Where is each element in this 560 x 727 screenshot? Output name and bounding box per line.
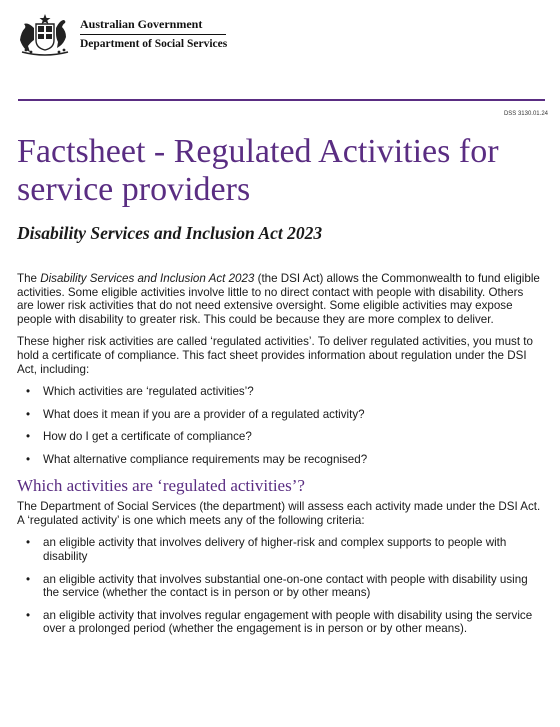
header-divider [80,34,226,35]
act-name-italic: Disability Services and Inclusion Act 2023 [40,272,255,285]
list-item: • Which activities are ‘regulated activities’? [17,385,542,399]
intro-paragraph-2: These higher risk activities are called ‘regulated activities’. To deliver regulated activities, you must to hold a certificate of compliance. This fact sheet provides information about regulation under the DSI Act, including: [17,335,533,376]
page-subtitle: Disability Services and Inclusion Act 2023 [17,223,323,243]
section-paragraph: The Department of Social Services (the department) will assess each activity made under the DSI Act. A ‘regulated activity’ is one which meets any of the following criteria: [17,500,541,527]
list-item: • an eligible activity that involves delivery of higher-risk and complex supports to people with disability [17,536,542,563]
list-item: • How do I get a certificate of compliance? [17,430,542,444]
document-code: DSS 3130.01.24 [503,111,548,117]
list-item: • What alternative compliance requirements may be recognised? [17,453,542,467]
list-item: • an eligible activity that involves regular engagement with people with disability using the service over a prolonged period (whether the engagement is in person or by other means). [17,609,542,636]
intro-paragraph-1: The Disability Services and Inclusion Act 2023 (the DSI Act) allows the Commonwealth to fund eligible activities. Some eligible activities involve little to no direct contact with people with disability. Others are lower risk activities that do not need extensive oversight. Some eligible activities may expose people with disability to greater risk. This could be because they are more complex to deliver. [17,272,540,326]
title-divider [18,99,545,101]
criteria-list [17,536,542,636]
page-title: Factsheet - Regulated Activities for service providers [17,133,499,208]
coat-of-arms-icon [14,10,76,58]
government-name: Australian Government [80,17,203,31]
header [14,10,227,58]
department-name: Department of Social Services [80,38,228,50]
list-item: • an eligible activity that involves substantial one-on-one contact with people with disability using the service (whether the contact is in person or by other means) [17,573,542,600]
document-body [17,272,542,645]
list-item: • What does it mean if you are a provider of a regulated activity? [17,408,542,422]
section-heading: Which activities are ‘regulated activities’? [17,475,305,495]
questions-list [17,385,542,466]
